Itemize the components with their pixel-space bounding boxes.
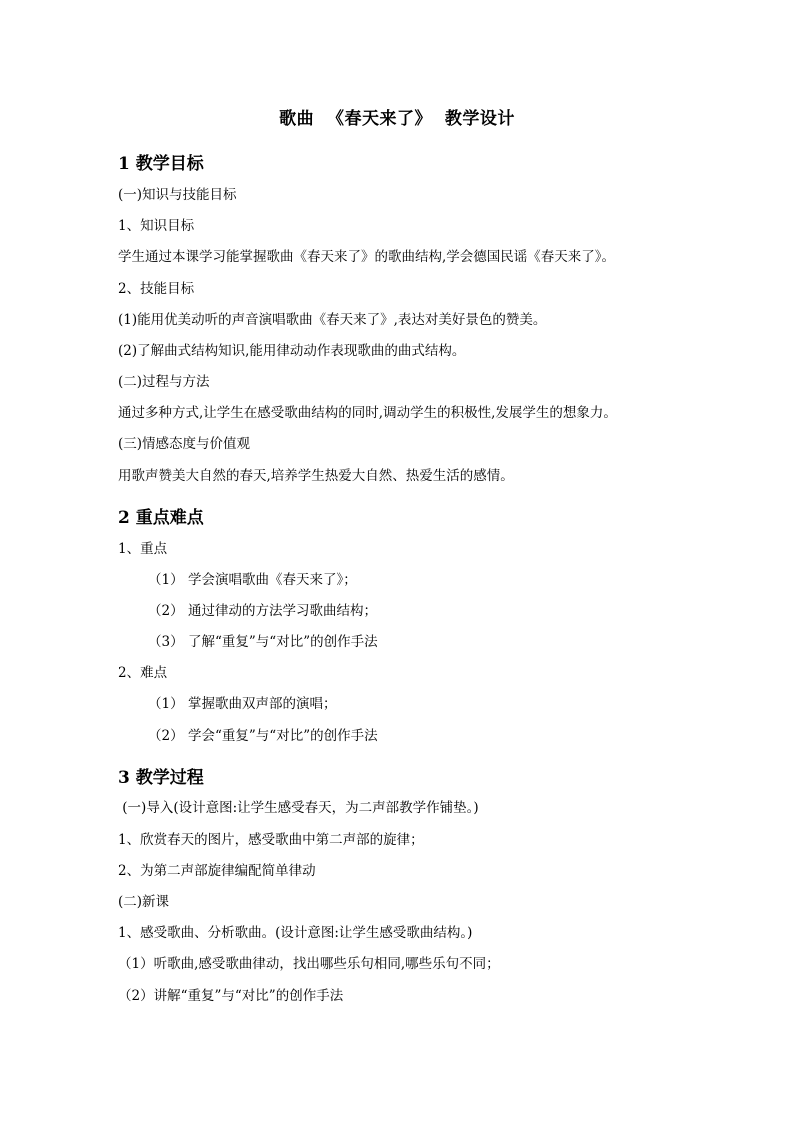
section-heading-key-points: 2 重点难点 [118,508,204,528]
list-item-text: 通过律动的方法学习歌曲结构； [188,603,377,619]
document-title: 歌曲 《春天来了》 教学设计 [279,109,515,129]
key-points-label: 1、重点 [118,541,168,557]
paragraph: (1)能用优美动听的声音演唱歌曲《春天来了》,表达对美好景色的赞美。 [118,312,547,328]
list-item-text: 学会演唱歌曲《春天来了》； [188,572,357,588]
list-item-text: 了解“重复”与“对比”的创作手法 [188,634,378,650]
list-item-text: 掌握歌曲双声部的演唱； [188,696,337,712]
paragraph: （1）听歌曲,感受歌曲律动，找出哪些乐句相同,哪些乐句不同； [118,956,500,972]
paragraph: 2、技能目标 [118,281,195,297]
paragraph: (一)导入(设计意图:让学生感受春天，为二声部教学作铺垫。) [118,800,479,816]
section-heading-process: 3 教学过程 [118,768,204,788]
list-item [148,571,357,589]
list-item-number: （3） [148,634,184,650]
paragraph: (一)知识与技能目标 [118,187,237,203]
paragraph: （2）讲解“重复”与“对比”的创作手法 [118,988,344,1004]
paragraph: (二)新课 [118,894,170,910]
list-item [148,602,377,620]
list-item-number: （2） [148,728,184,744]
paragraph: 2、为第二声部旋律编配简单律动 [118,863,316,879]
list-item-number: （2） [148,603,184,619]
section-heading-objectives: 1 教学目标 [118,154,204,174]
difficult-points-label: 2、难点 [118,665,168,681]
list-item [148,727,378,745]
list-item [148,695,337,713]
paragraph: 学生通过本课学习能掌握歌曲《春天来了》的歌曲结构,学会德国民谣《春天来了》。 [118,249,616,265]
paragraph: 通过多种方式,让学生在感受歌曲结构的同时,调动学生的积极性,发展学生的想象力。 [118,405,617,421]
paragraph: (2)了解曲式结构知识,能用律动动作表现歌曲的曲式结构。 [118,343,466,359]
list-item-number: （1） [148,572,184,588]
list-item-number: （1） [148,696,184,712]
paragraph: 1、感受歌曲、分析歌曲。(设计意图:让学生感受歌曲结构。) [118,925,473,941]
paragraph: 1、知识目标 [118,218,195,234]
list-item [148,633,378,651]
paragraph: 用歌声赞美大自然的春天,培养学生热爱大自然、热爱生活的感情。 [118,468,514,484]
paragraph: 1、欣赏春天的图片，感受歌曲中第二声部的旋律； [118,832,424,848]
paragraph: (二)过程与方法 [118,374,210,390]
paragraph: (三)情感态度与价值观 [118,436,251,452]
list-item-text: 学会“重复”与“对比”的创作手法 [188,728,378,744]
